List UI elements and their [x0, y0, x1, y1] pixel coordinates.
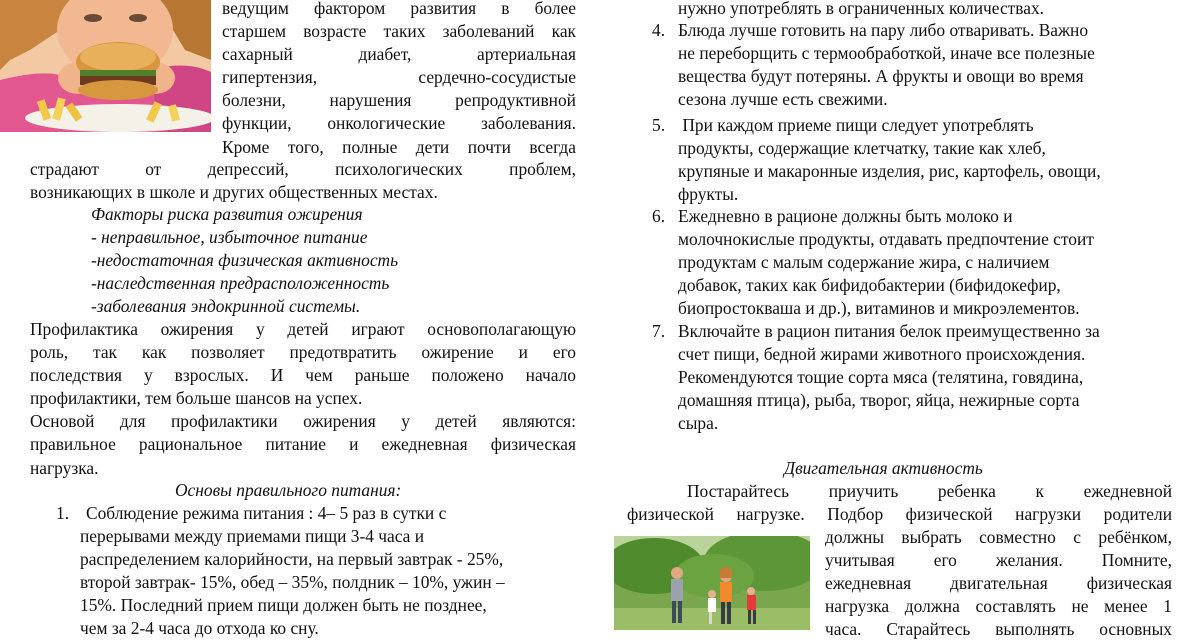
text-line: сахарный диабет, артериальная	[222, 44, 576, 65]
text-line: молочнокислые продукты, отдавать предпочтение стоит	[678, 229, 1094, 250]
text-line: должны выбрать совместно с ребёнком,	[825, 527, 1172, 547]
list-number: 1.	[56, 503, 70, 523]
text-line: Кроме того, полные дети почти всегда	[222, 136, 576, 157]
text-line: гипертензия, сердечно-сосудистые	[222, 67, 576, 88]
text-line: учитывая его желания. Помните,	[825, 550, 1172, 571]
risk-factor-item: - неправильное, избыточное питание	[91, 227, 368, 248]
list-number: 7.	[652, 321, 666, 341]
activity-text-beside-photo	[825, 526, 1172, 641]
family-running-photo	[614, 536, 810, 630]
text-line: роль, так как позволяет предотвратить ожирение и его	[30, 342, 576, 363]
physical-activity-title: Двигательная активность	[784, 458, 983, 478]
text-line: ежедневная двигательная физическая	[825, 573, 1172, 594]
text-line: Рекомендуются тощие сорта мяса (телятина, говядина,	[678, 367, 1084, 388]
list-number: 5.	[652, 115, 666, 135]
nutrition-basics-title: Основы правильного питания:	[175, 480, 402, 500]
text-line: Включайте в рацион питания белок преимущественно за	[678, 321, 1100, 341]
text-line: Основой для профилактики ожирения у детей являются:	[30, 411, 576, 432]
text-line: последствия у взрослых. И чем раньше положено начало	[30, 365, 576, 386]
text-line: биопростокваша и др.), витаминов и микроэлементов.	[678, 298, 1080, 319]
text-line: страдают от депрессий, психологических проблем,	[30, 159, 576, 179]
text-line: физической нагрузке. Подбор физической нагрузки родители	[627, 504, 1172, 525]
text-line: нагрузка.	[30, 457, 99, 478]
text-line: крупяные и макаронные изделия, рис, картофель, овощи,	[678, 161, 1101, 182]
text-line: ведущим фактором развития в более	[222, 0, 576, 18]
risk-factor-item: -недостаточная физическая активность	[91, 250, 399, 271]
text-line: счет пищи, бедной жирами животного происхождения.	[678, 344, 1086, 365]
text-line: вещества будут потеряны. А фрукты и овощи во время	[678, 66, 1084, 87]
text-line: 15%. Последний прием пищи должен быть не позднее,	[80, 595, 487, 616]
text-line: второй завтрак- 15%, обед – 35%, полдник – 10%, ужин –	[80, 572, 505, 593]
activity-text-full-width	[627, 480, 1172, 526]
text-line: Профилактика ожирения у детей играют основополагающую	[30, 319, 576, 339]
text-line: Постарайтесь приучить ребенка к ежедневной	[687, 481, 1172, 501]
text-line: домашняя птица), рыба, творог, яйца, нежирные сорта	[678, 390, 1080, 411]
text-line: распределением калорийности, на первый завтрак - 25%,	[80, 549, 504, 570]
list-number: 4.	[652, 20, 666, 40]
text-line: часа. Старайтесь выполнять основных	[825, 619, 1172, 640]
text-line: продукты, содержащие клетчатку, такие как хлеб,	[678, 138, 1046, 159]
risk-factors-block	[91, 203, 511, 318]
text-line: продуктам с малым содержание жира, с наличием	[678, 252, 1050, 273]
intro-text-beside-photo	[222, 0, 576, 159]
text-line: фрукты.	[678, 184, 739, 205]
text-line: старшем возрасте таких заболеваний как	[222, 21, 576, 42]
risk-factor-item: -наследственная предрасположенность	[91, 273, 390, 294]
intro-text-full-width	[30, 158, 576, 204]
nutrition-item-1	[80, 502, 580, 641]
text-line: болезни, нарушения репродуктивной	[222, 90, 576, 111]
risk-factor-item: -заболевания эндокринной системы.	[91, 296, 361, 317]
nutrition-item-4	[678, 19, 1178, 111]
text-line: Блюда лучше готовить на пару либо отваривать. Важно	[678, 20, 1089, 40]
text-line: профилактики, тем больше шансов на успех.	[30, 388, 363, 409]
nutrition-item-5	[678, 114, 1178, 206]
risk-factors-title: Факторы риска развития ожирения	[91, 204, 363, 224]
text-line: Ежедневно в рационе должны быть молоко и	[678, 206, 1013, 226]
nutrition-item-6	[678, 205, 1178, 320]
text-line: правильное рациональное питание и ежедневная физическая	[30, 434, 576, 455]
prevention-paragraph	[30, 318, 576, 480]
list-number: 6.	[652, 206, 666, 226]
text-line: сыра.	[678, 413, 719, 434]
text-line: чем за 2-4 часа до отхода ко сну.	[80, 618, 319, 639]
text-line: не переборщить с термообработкой, иначе все полезные	[678, 43, 1095, 64]
text-line: сезона лучше есть свежими.	[678, 89, 888, 110]
text-line: Соблюдение режима питания : 4– 5 раз в сутки с	[86, 503, 447, 523]
text-line: перерывами между приемами пищи 3-4 часа и	[80, 526, 425, 547]
text-line: функции, онкологические заболевания.	[222, 113, 576, 134]
text-line: добавок, таких как бифидобактерии (бифидокефир,	[678, 275, 1061, 296]
text-line: возникающих в школе и других общественных местах.	[30, 182, 438, 203]
text-line: При каждом приеме пищи следует употреблять	[678, 115, 1034, 135]
nutrition-item-7	[678, 320, 1178, 435]
text-line: нагрузка должна составлять не менее 1	[825, 596, 1172, 617]
child-eating-burger-photo	[0, 0, 211, 132]
text-line: нужно употреблять в ограниченных количествах.	[678, 0, 1045, 18]
